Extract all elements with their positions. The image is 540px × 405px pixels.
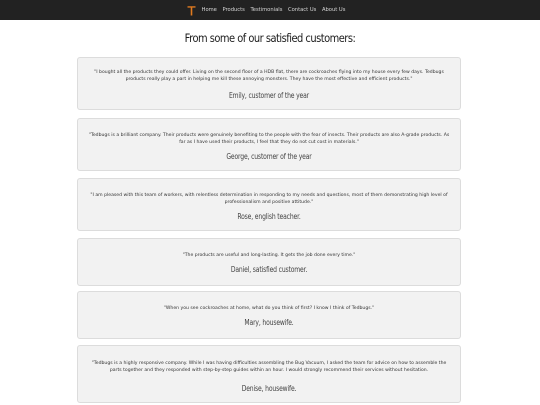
testimonial-card xyxy=(77,291,461,339)
testimonial-card xyxy=(77,118,461,171)
testimonial-author: George, customer of the year xyxy=(226,152,312,162)
nav-link-home[interactable]: Home xyxy=(201,7,217,13)
page-heading: From some of our satisfied customers: xyxy=(184,31,356,45)
testimonial-quote: "Tedbugs is a highly responsive company. While I was having difficulties assembling the Bug Vacuum, I asked the team for advice on how to assemble the parts together and they responded with step-by-step guides within an hour. I would strongly recommend their services without hesitation. xyxy=(91,361,447,373)
testimonial-quote: "Tedbugs is a brilliant company. Their products were genuinely benefiting to the people with the fear of insects. Their products are also A-grade products. As far as I have used their products, I feel that they do not cut cost in materials." xyxy=(88,133,450,145)
testimonial-author: Emily, customer of the year xyxy=(228,91,310,101)
testimonial-card xyxy=(77,238,461,286)
nav-link-about-us[interactable]: About Us xyxy=(321,7,346,13)
testimonial-author: Daniel, satisfied customer. xyxy=(230,264,308,274)
top-navbar xyxy=(0,0,540,20)
testimonial-quote: "When you see cockroaches at home, what do you think of first? I know I think of Tedbugs." xyxy=(163,306,375,311)
testimonial-author: Mary, housewife. xyxy=(244,317,294,327)
nav-link-testimonials[interactable]: Testimonials xyxy=(250,7,283,13)
testimonial-card xyxy=(77,178,461,231)
testimonial-quote: "The products are useful and long-lasting. It gets the job done every time." xyxy=(182,253,356,258)
testimonial-author: Denise, housewife. xyxy=(241,384,297,394)
testimonial-card xyxy=(77,345,461,403)
nav-link-contact-us[interactable]: Contact Us xyxy=(288,7,317,13)
brand-logo-icon[interactable] xyxy=(187,5,196,16)
testimonial-quote: "I bought all the products they could offer. Living on the second floor of a HDB flat, there are cockroaches flying into my house every few days. Tedbugs products really play a part in helping me kill these annoying monsters. They have the most effective and efficient products." xyxy=(94,70,444,82)
nav-inner xyxy=(187,5,348,16)
testimonial-author: Rose, english teacher. xyxy=(237,212,301,222)
nav-link-products[interactable]: Products xyxy=(222,7,245,13)
testimonial-card xyxy=(77,57,461,110)
testimonial-quote: "I am pleased with this team of workers, with relentless determination in responding to my needs and questions, most of them demonstrating high level of professionalism and positive attitude." xyxy=(90,193,448,205)
